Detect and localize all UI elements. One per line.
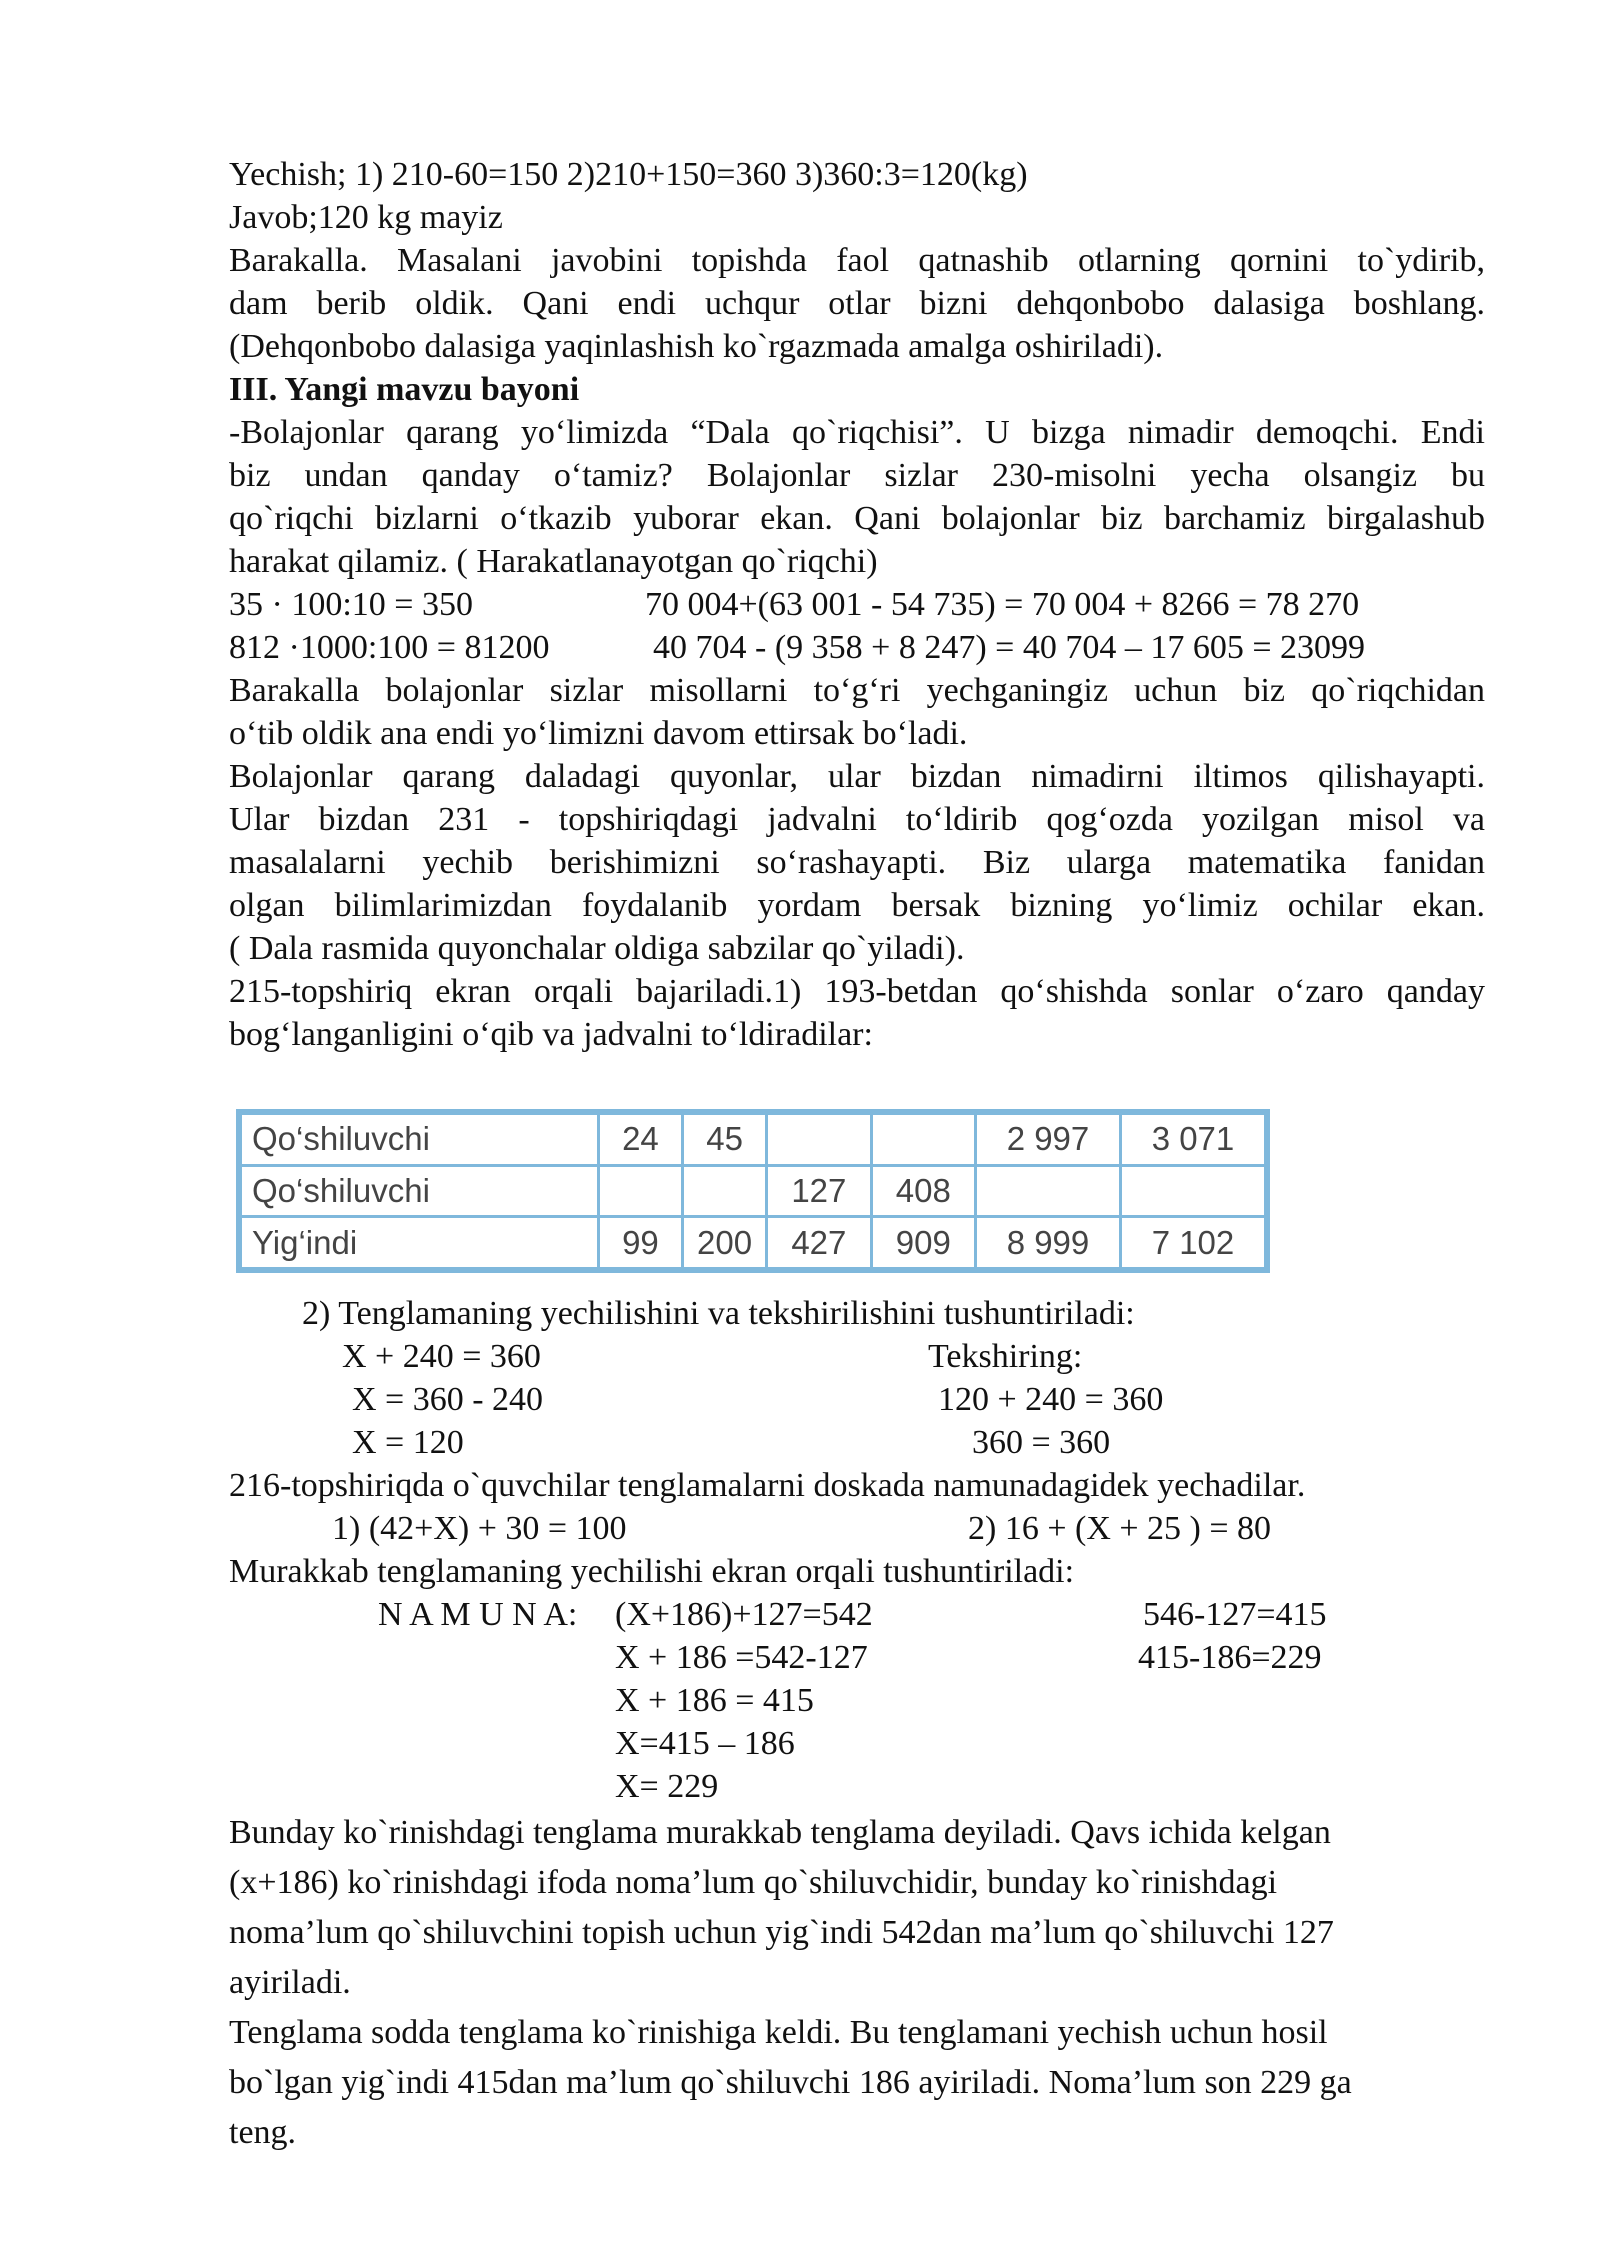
- paragraph-line: Ular bizdan 231 - topshiriqdagi jadvalni to‘ldirib qog‘ozda yozilgan misol va: [229, 801, 1485, 838]
- paragraph-line: Bolajonlar qarang daladagi quyonlar, ular bizdan nimadirni iltimos qilishayapti.: [229, 758, 1485, 795]
- table-row-label: Yig‘indi: [241, 1217, 599, 1269]
- table-cell: [871, 1114, 975, 1166]
- intro-block: [229, 153, 1485, 1056]
- table-row-label: Qo‘shiluvchi: [241, 1114, 599, 1166]
- paragraph-line: o‘tib oldik ana endi yo‘limizni davom ettirsak bo‘ladi.: [229, 715, 968, 752]
- example-left: 812 ·1000:100 = 81200: [229, 629, 550, 666]
- paragraph-line: (x+186) ko`rinishdagi ifoda noma’lum qo`shiluvchidir, bunday ko`rinishdagi: [229, 1864, 1278, 1901]
- paragraph-line: noma’lum qo`shiluvchini topish uchun yig`indi 542dan ma’lum qo`shiluvchi 127: [229, 1914, 1334, 1951]
- namuna-step: (X+186)+127=542: [615, 1596, 873, 1633]
- namuna-label: N A M U N A:: [378, 1596, 578, 1633]
- check-step: 360 = 360: [972, 1424, 1111, 1461]
- table-cell: 127: [767, 1165, 871, 1217]
- example-left: 35 · 100:10 = 350: [229, 586, 473, 623]
- paragraph-line: ( Dala rasmida quyonchalar oldiga sabzilar qo`yiladi).: [229, 930, 965, 967]
- check-step: 120 + 240 = 360: [938, 1381, 1164, 1418]
- paragraph-line: ayiriladi.: [229, 1964, 351, 2001]
- table-cell: 408: [871, 1165, 975, 1217]
- example-right: 70 004+(63 001 - 54 735) = 70 004 + 8266 = 78 270: [645, 586, 1360, 623]
- paragraph-line: Tenglama sodda tenglama ko`rinishiga keldi. Bu tenglamani yechish uchun hosil: [229, 2014, 1328, 2051]
- paragraph-line: teng.: [229, 2114, 297, 2151]
- solution-step: X = 120: [352, 1424, 464, 1461]
- paragraph-line: Bunday ko`rinishdagi tenglama murakkab tenglama deyiladi. Qavs ichida kelgan: [229, 1814, 1331, 1851]
- table-row: [241, 1217, 1266, 1269]
- table-cell: [976, 1165, 1121, 1217]
- paragraph-line: biz undan qanday o‘tamiz? Bolajonlar sizlar 230-misolni yecha olsangiz bu: [229, 457, 1485, 494]
- namuna-check: 415-186=229: [1138, 1639, 1322, 1676]
- paragraph-line: dam berib oldik. Qani endi uchqur otlar bizni dehqonbobo dalasiga boshlang.: [229, 285, 1485, 322]
- table-cell: [683, 1165, 767, 1217]
- table-cell: 99: [598, 1217, 682, 1269]
- namuna-step: X=415 – 186: [615, 1725, 795, 1762]
- check-step: Tekshiring:: [928, 1338, 1083, 1375]
- table-cell: 8 999: [976, 1217, 1121, 1269]
- paragraph-line: harakat qilamiz. ( Harakatlanayotgan qo`riqchi): [229, 543, 878, 580]
- solution-line: Yechish; 1) 210-60=150 2)210+150=360 3)360:3=120(kg): [229, 156, 1028, 193]
- task216-line: 216-topshiriqda o`quvchilar tenglamalarni doskada namunadagidek yechadilar.: [229, 1467, 1306, 1504]
- table-cell: [598, 1165, 682, 1217]
- paragraph-line: olgan bilimlarimizdan foydalanib yordam bersak bizning yo‘limiz ochilar ekan.: [229, 887, 1485, 924]
- paragraph-line: masalalarni yechib berishimizni so‘rashayapti. Biz ularga matematika fanidan: [229, 844, 1485, 881]
- solution-step: X = 360 - 240: [352, 1381, 544, 1418]
- table-row: [241, 1114, 1266, 1166]
- table-cell: 7 102: [1120, 1217, 1265, 1269]
- table-row: [241, 1165, 1266, 1217]
- section-heading: III. Yangi mavzu bayoni: [229, 371, 580, 408]
- paragraph-line: (Dehqonbobo dalasiga yaqinlashish ko`rgazmada amalga oshiriladi).: [229, 328, 1164, 365]
- table-cell: 2 997: [976, 1114, 1121, 1166]
- paragraph-line: Barakalla bolajonlar sizlar misollarni to‘g‘ri yechganingiz uchun biz qo`riqchidan: [229, 672, 1485, 709]
- solution-step: X + 240 = 360: [342, 1338, 541, 1375]
- complex-title: Murakkab tenglamaning yechilishi ekran orqali tushuntiriladi:: [229, 1553, 1075, 1590]
- example-row: [229, 583, 1485, 626]
- namuna-step: X + 186 = 415: [615, 1682, 814, 1719]
- namuna-step: X + 186 =542-127: [615, 1639, 868, 1676]
- table-cell: [767, 1114, 871, 1166]
- example-right: 40 704 - (9 358 + 8 247) = 40 704 – 17 605 = 23099: [653, 629, 1365, 666]
- table-cell: 24: [598, 1114, 682, 1166]
- example-row: [229, 626, 1485, 669]
- table-cell: 45: [683, 1114, 767, 1166]
- table-cell: 427: [767, 1217, 871, 1269]
- paragraph-line: -Bolajonlar qarang yo‘limizda “Dala qo`riqchisi”. U bizga nimadir demoqchi. Endi: [229, 414, 1485, 451]
- table-row-label: Qo‘shiluvchi: [241, 1165, 599, 1217]
- table-cell: 909: [871, 1217, 975, 1269]
- table-cell: [1120, 1165, 1265, 1217]
- answer-line: Javob;120 kg mayiz: [229, 199, 503, 236]
- namuna-check: 546-127=415: [1143, 1596, 1327, 1633]
- task2-title: 2) Tenglamaning yechilishini va tekshirilishini tushuntiriladi:: [302, 1295, 1135, 1332]
- paragraph-line: Barakalla. Masalani javobini topishda faol qatnashib otlarning qornini to`ydirib,: [229, 242, 1485, 279]
- addition-table: [236, 1109, 1270, 1273]
- paragraph-line: 215-topshiriq ekran orqali bajariladi.1) 193-betdan qo‘shishda sonlar o‘zaro qanday: [229, 973, 1485, 1010]
- paragraph-line: qo`riqchi bizlarni o‘tkazib yuborar ekan. Qani bolajonlar biz barchamiz birgalashub: [229, 500, 1485, 537]
- paragraph-line: bo`lgan yig`indi 415dan ma’lum qo`shiluvchi 186 ayiriladi. Noma’lum son 229 ga: [229, 2064, 1352, 2101]
- paragraph-line: bog‘langanligini o‘qib va jadvalni to‘ldiradilar:: [229, 1016, 873, 1053]
- task216-equation-1: 1) (42+X) + 30 = 100: [332, 1510, 627, 1547]
- table-cell: 200: [683, 1217, 767, 1269]
- table-cell: 3 071: [1120, 1114, 1265, 1166]
- task216-equation-2: 2) 16 + (X + 25 ) = 80: [968, 1510, 1272, 1547]
- namuna-step: X= 229: [615, 1768, 719, 1805]
